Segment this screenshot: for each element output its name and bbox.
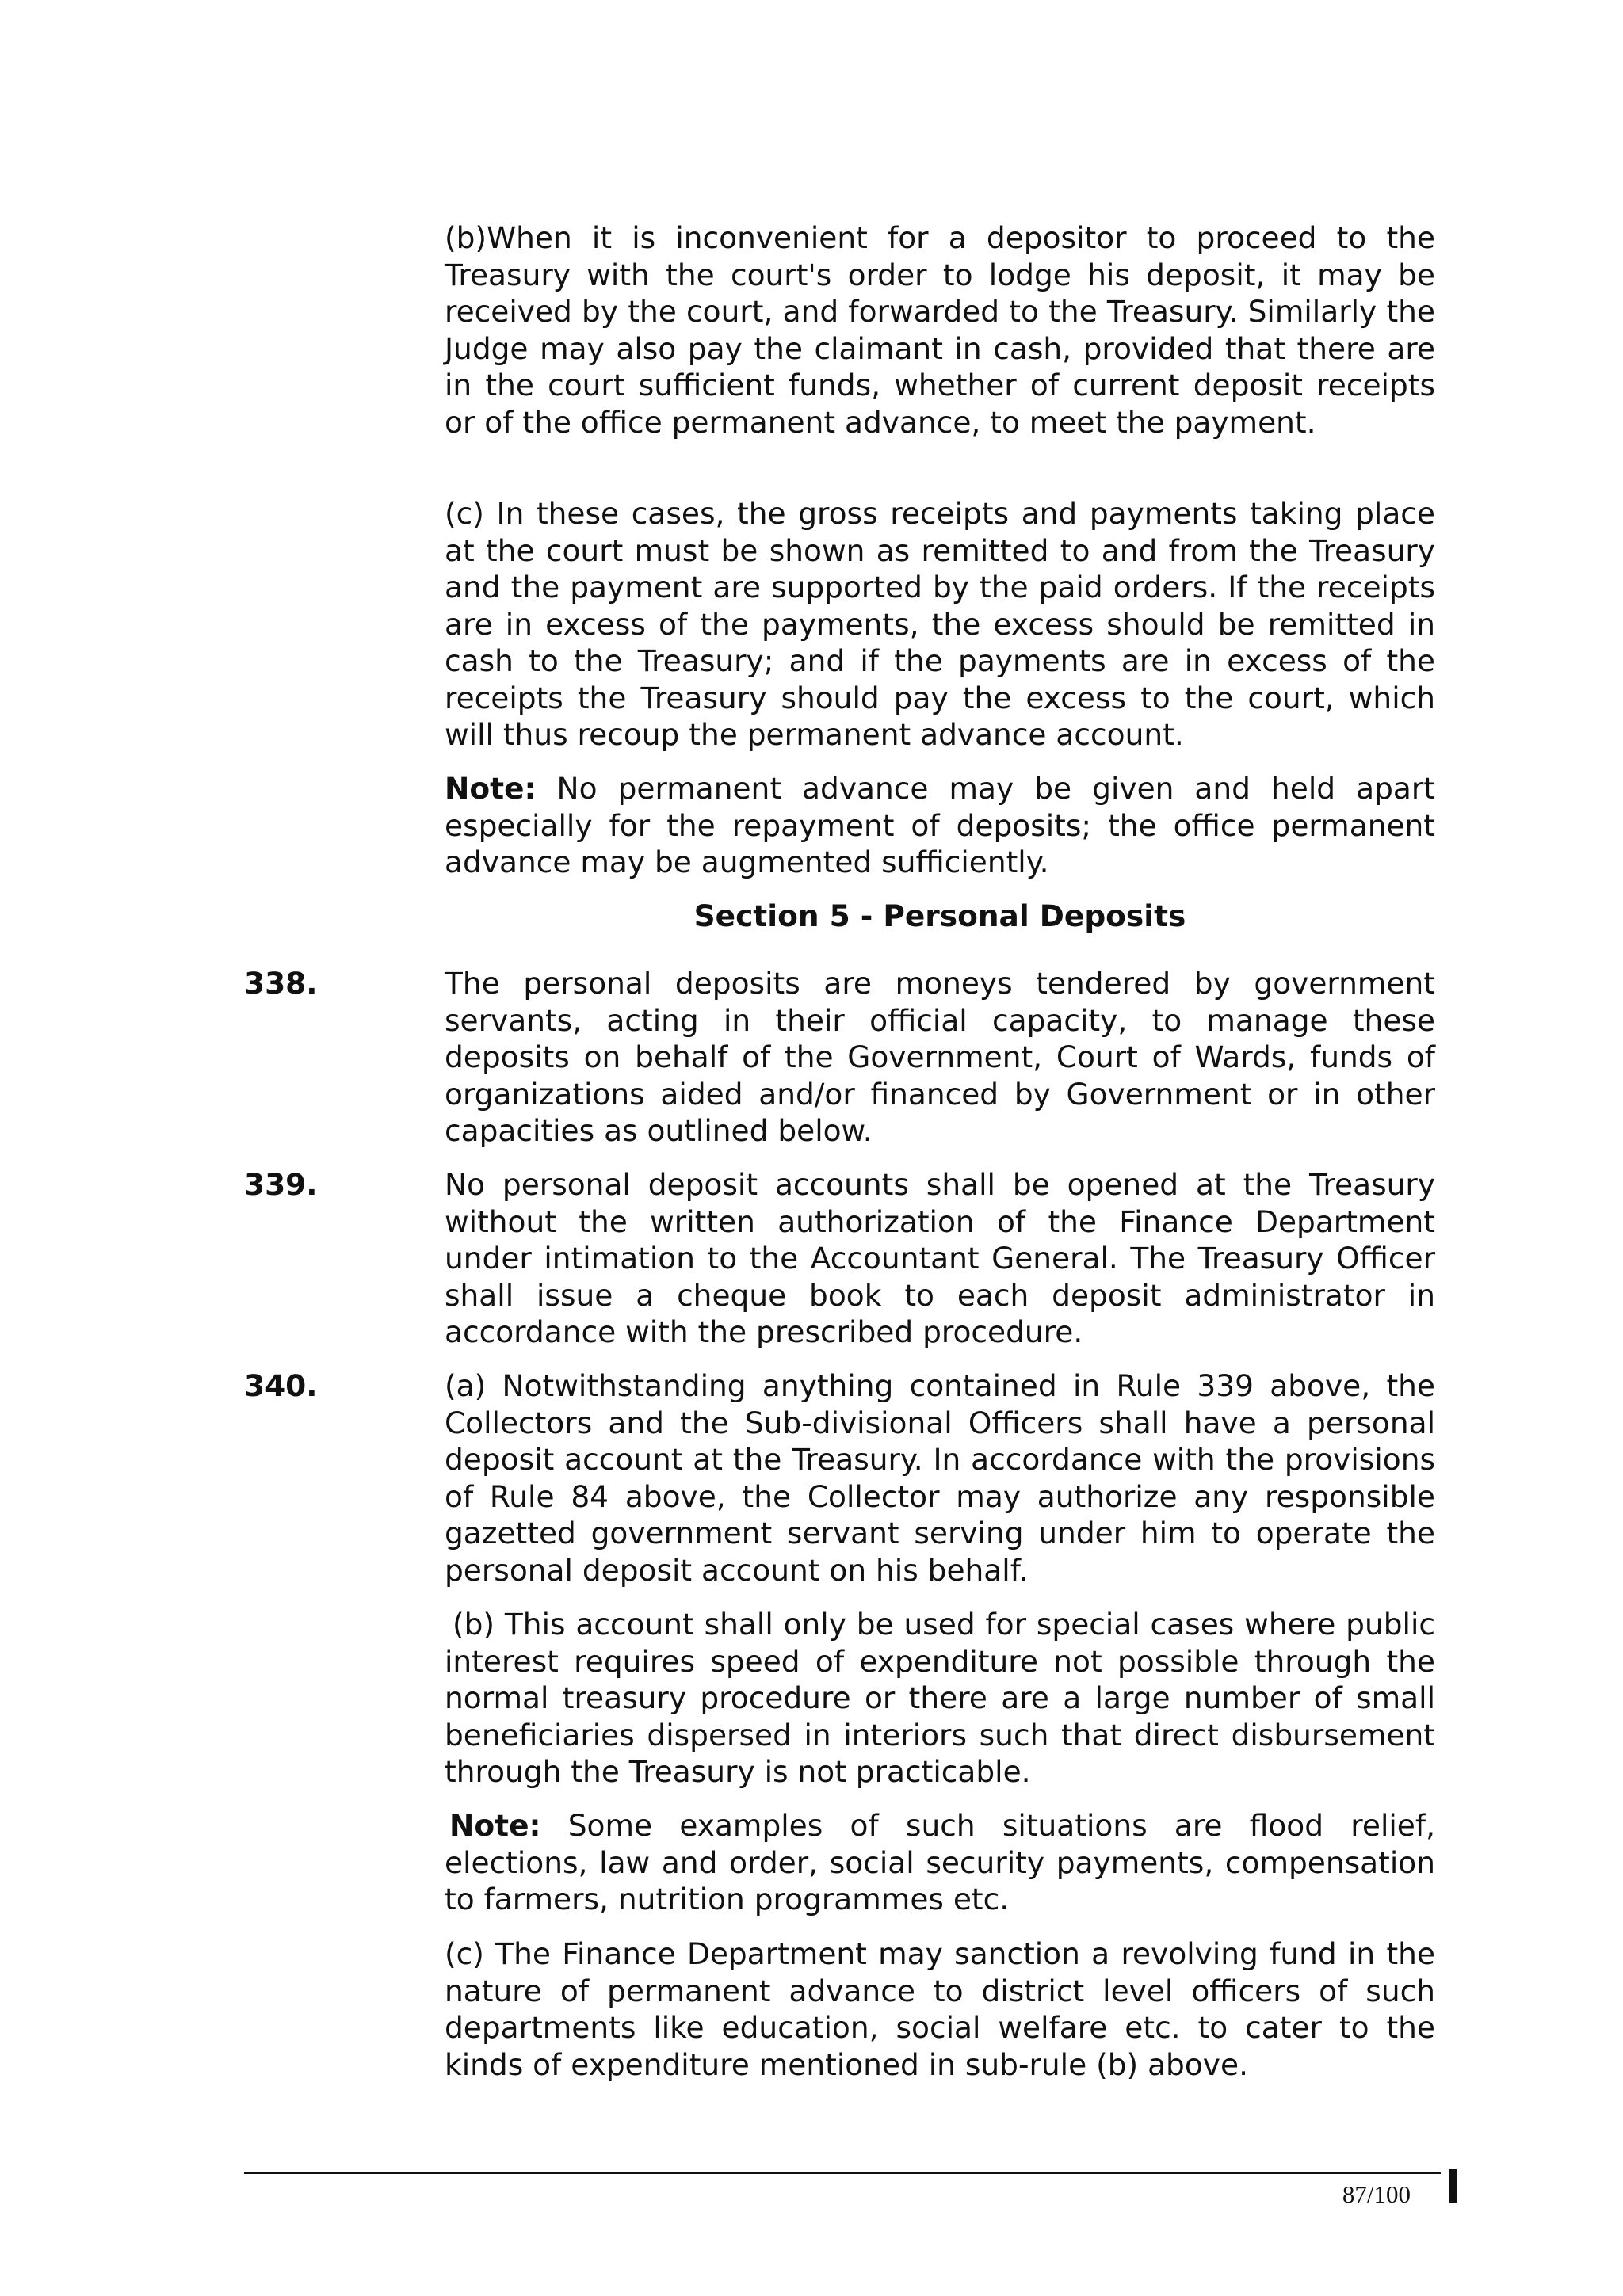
footer-divider xyxy=(244,2172,1441,2174)
note-paragraph-1 xyxy=(445,770,1435,881)
rule-340-c: (c) The Finance Department may sanction a revolving fund in the nature of permanent advance to district level officers of such departments like education, social welfare etc. to cater to the kinds of expenditure mentioned in sub-rule (b) above. xyxy=(445,1936,1435,2082)
rule-number-339: 339. xyxy=(244,1167,318,1202)
paragraph-c: (c) In these cases, the gross receipts and payments taking place at the court must be shown as remitted to and from the Treasury and the payment are supported by the paid orders. If the receipts are in excess of the payments, the excess should be remitted in cash to the Treasury; and if the payments are in excess of the receipts the Treasury should pay the excess to the court, which will thus recoup the permanent advance account. xyxy=(445,496,1435,752)
page-number: 87/100 xyxy=(1342,2180,1411,2208)
note-text: Some examples of such situations are flood relief, elections, law and order, social security payments, compensation to farmers, nutrition programmes etc. xyxy=(445,1808,1435,1917)
rule-338-text: The personal deposits are moneys tendered by government servants, acting in their official capacity, to manage these deposits on behalf of the Government, Court of Wards, funds of organizations aided and/or financed by Government or in other capacities as outlined below. xyxy=(445,966,1435,1148)
note-label: Note: xyxy=(449,1808,541,1843)
rule-number-340: 340. xyxy=(244,1368,318,1403)
paragraph-b: (b)When it is inconvenient for a depositor to proceed to the Treasury with the court's order to lodge his deposit, it may be received by the court, and forwarded to the Treasury. Similarly the Judge may also pay the claimant in cash, provided that there are in the court sufficient funds, whether of current deposit receipts or of the office permanent advance, to meet the payment. xyxy=(445,220,1435,440)
section-heading: Section 5 - Personal Deposits xyxy=(693,898,1186,933)
rule-340-a: (a) Notwithstanding anything contained in Rule 339 above, the Collectors and the Sub-divisional Officers shall have a personal deposit account at the Treasury. In accordance with the provisions of Rule 84 above, the Collector may authorize any responsible gazetted government servant serving under him to operate the personal deposit account on his behalf. xyxy=(445,1368,1435,1588)
note-text: No permanent advance may be given and held apart especially for the repayment of deposits; the office permanent advance may be augmented sufficiently. xyxy=(445,771,1435,879)
footer-bar-mark xyxy=(1449,2169,1457,2203)
note-label: Note: xyxy=(445,771,537,806)
rule-340-b: (b) This account shall only be used for special cases where public interest requires speed of expenditure not possible through the normal treasury procedure or there are a large number of small beneficiaries dispersed in interiors such that direct disbursement through the Treasury is not practicable. xyxy=(445,1607,1435,1789)
rule-339-text: No personal deposit accounts shall be opened at the Treasury without the written authorization of the Finance Department under intimation to the Accountant General. The Treasury Officer shall issue a cheque book to each deposit administrator in accordance with the prescribed procedure. xyxy=(445,1167,1435,1349)
rule-number-338: 338. xyxy=(244,966,318,1001)
note-paragraph-2 xyxy=(445,1807,1435,1918)
